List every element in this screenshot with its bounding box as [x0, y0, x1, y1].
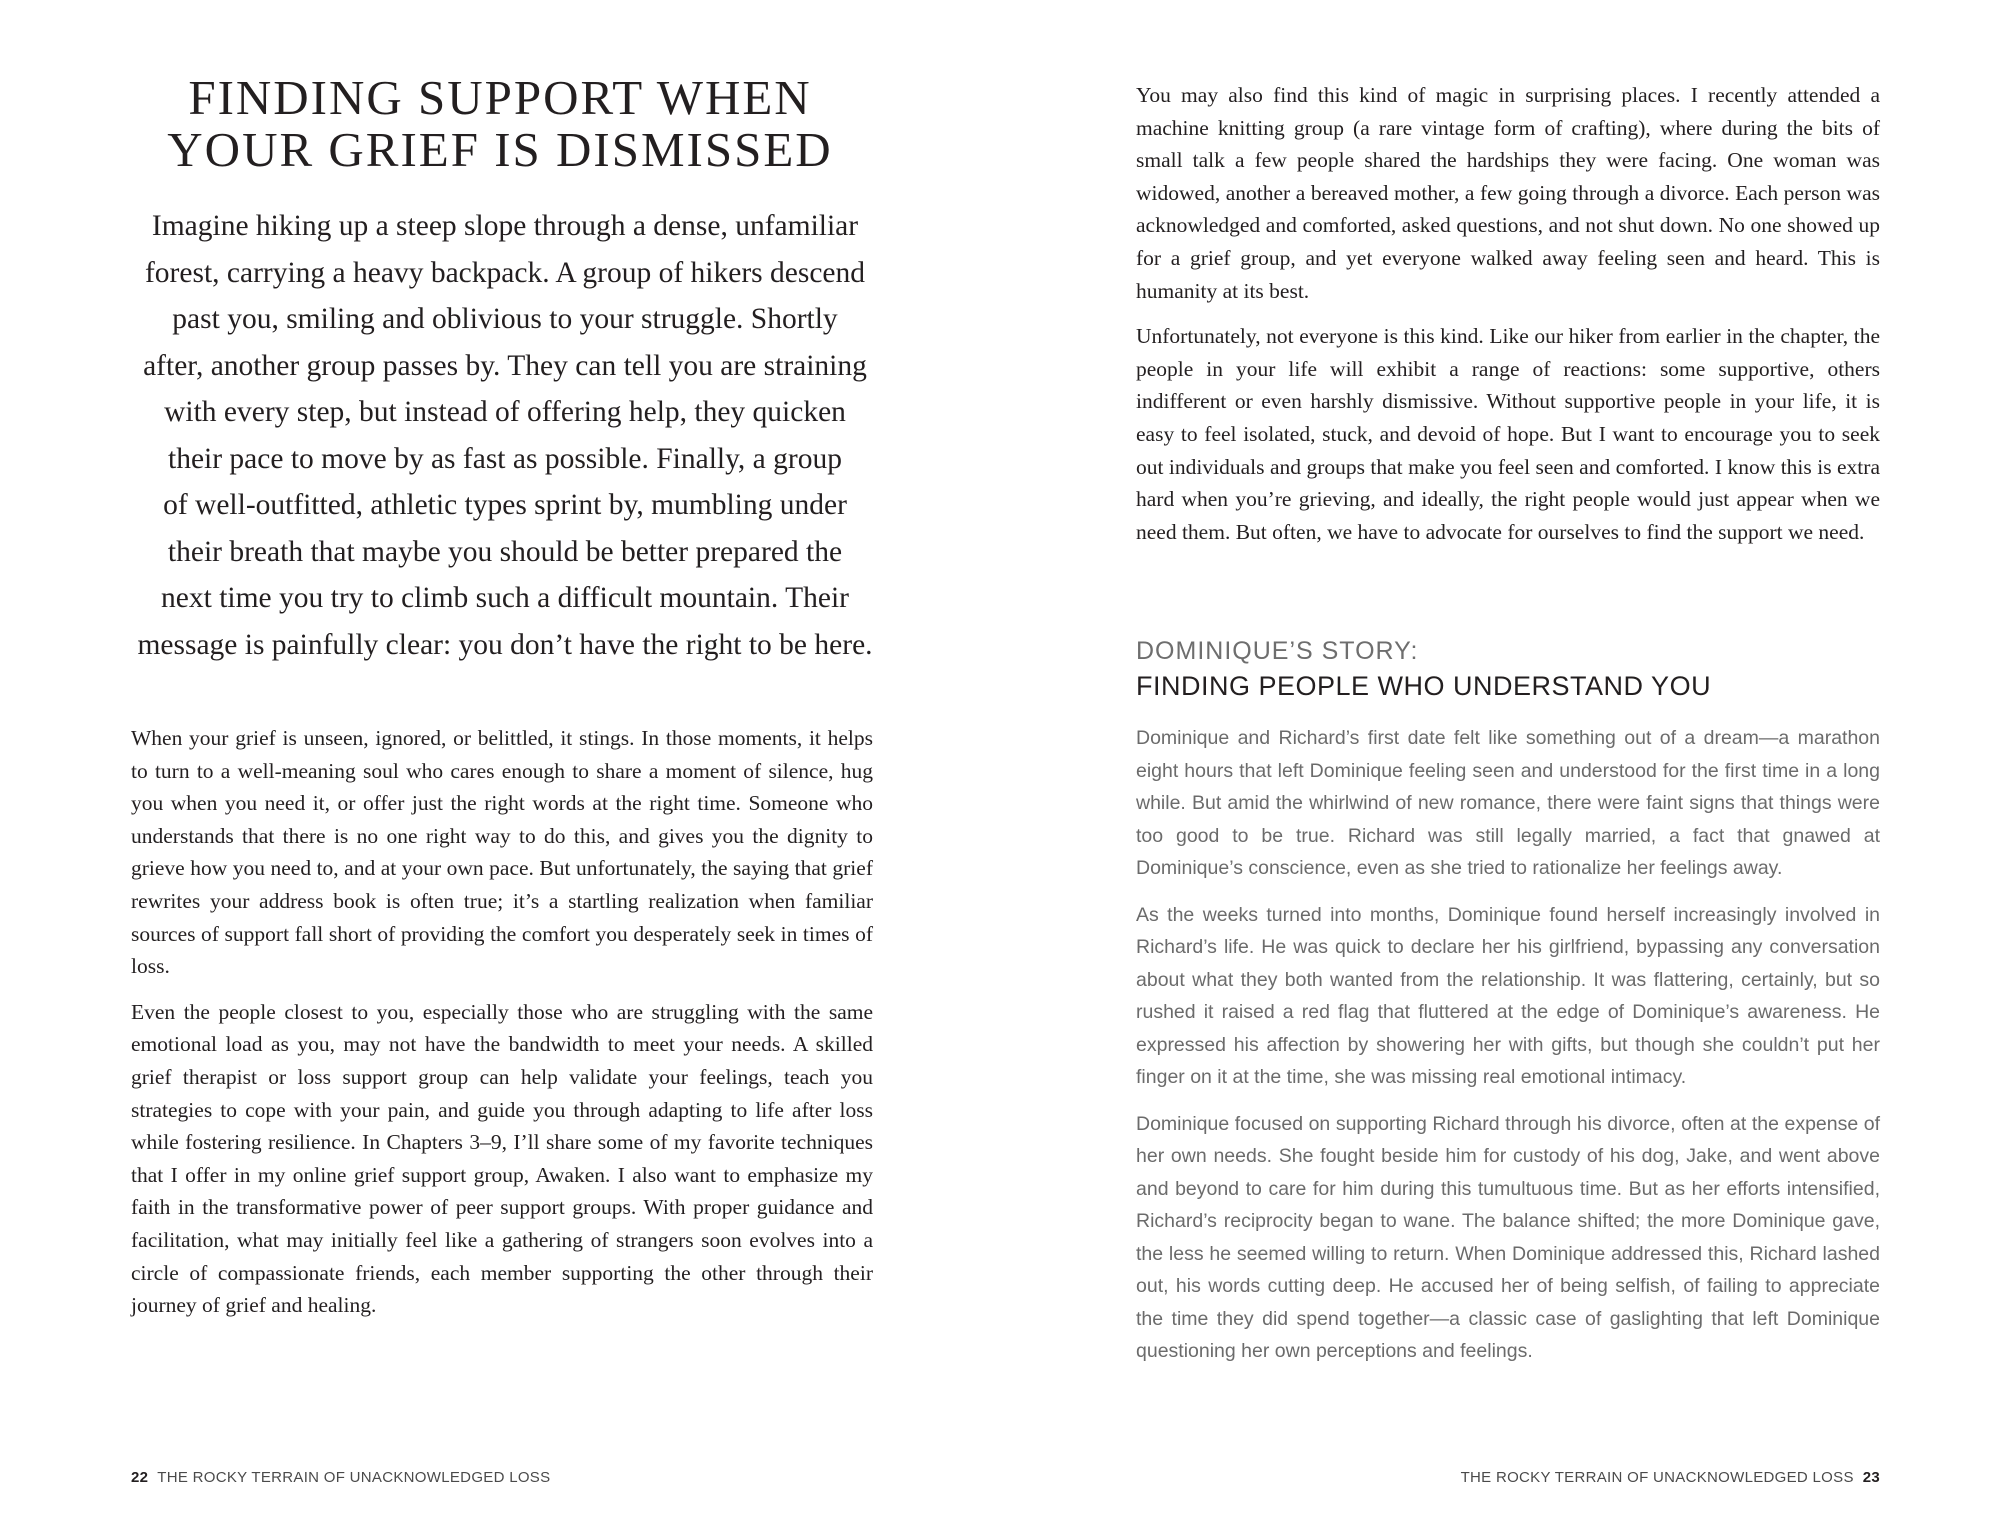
intro-line: forest, carrying a heavy backpack. A group of hikers descend [144, 256, 866, 289]
story-paragraph: Dominique focused on supporting Richard through his divorce, often at the expense of her own needs. She fought beside him for custody of his dog, Jake, and went above and beyond to care for him during this tumultuous time. But as her efforts intensified, Richard’s reciprocity began to wane. The balance shifted; the more Dominique gave, the less he seemed willing to return. When Dominique addressed this, Richard lashed out, his words cutting deep. He accused her of being selfish, of failing to appreciate the time they did spend together—a classic case of gaslighting that left Dominique questioning her own perceptions and feelings. [1136, 1112, 1880, 1362]
intro-line: with every step, but instead of offering help, they quicken [164, 396, 846, 428]
left-page-footer [131, 1469, 550, 1486]
intro-line: past you, smiling and oblivious to your struggle. Shortly [172, 303, 838, 335]
right-body-text [1136, 79, 1880, 561]
body-paragraph: Even the people closest to you, especially those who are struggling with the same emotional load as you, may not have the bandwidth to meet your needs. A skilled grief therapist or loss support group can help validate your feelings, teach you strategies to cope with your pain, and guide you through adapting to life after loss while fostering resilience. In Chapters 3–9, I’ll share some of my favorite techniques that I offer in my online grief support group, Awaken. I also want to emphasize my faith in the transformative power of peer support groups. With proper guidance and facilitation, what may initially feel like a gathering of strangers soon evolves into a circle of compassionate friends, each member supporting the other through their journey of grief and healing. [131, 999, 873, 1318]
chapter-section-title [130, 72, 870, 176]
title-line: FINDING SUPPORT WHEN [188, 70, 812, 125]
body-paragraph: When your grief is unseen, ignored, or belittled, it stings. In those moments, it helps to turn to a well-meaning soul who cares enough to share a moment of silence, hug you when you need it, or offer just the right words at the right time. Someone who understands that there is no one right way to do this, and gives you the dignity to grieve how you need to, and at your own pace. But unfortunately, the saying that grief rewrites your address book is often true; it’s a startling realization when familiar sources of support fall short of providing the comfort you desperately seek in times of loss. [131, 726, 873, 979]
intro-line: of well-outfitted, athletic types sprint by, mumbling under [163, 489, 847, 521]
page-number: 23 [1862, 1469, 1880, 1486]
right-page [1000, 0, 2000, 1530]
story-body-text [1136, 722, 1880, 1382]
story-paragraph: Dominique and Richard’s first date felt like something out of a dream—a marathon eight hours that left Dominique feeling seen and understood for the first time in a long while. But amid the whirlwind of new romance, there were faint signs that things were too good to be true. Richard was still legally married, a fact that gnawed at Dominique’s conscience, even as she tried to rationalize her feelings away. [1136, 727, 1880, 879]
right-page-footer [1461, 1469, 1880, 1486]
intro-line: their pace to move by as fast as possible. Finally, a group [168, 442, 842, 475]
intro-line: after, another group passes by. They can tell you are straining [143, 349, 867, 382]
story-label: DOMINIQUE’S STORY: [1136, 637, 1419, 665]
intro-line: message is painfully clear: you don’t have the right to be here. [137, 628, 873, 661]
running-head: THE ROCKY TERRAIN OF UNACKNOWLEDGED LOSS [1460, 1469, 1854, 1486]
body-paragraph: You may also find this kind of magic in surprising places. I recently attended a machine knitting group (a rare vintage form of crafting), where during the bits of small talk a few people shared the hardships they were facing. One woman was widowed, another a bereaved mother, a few going through a divorce. Each person was acknowledged and comforted, asked questions, and not shut down. No one showed up for a grief group, and yet everyone walked away feeling seen and heard. This is humanity at its best. [1136, 83, 1880, 303]
page-number: 22 [131, 1469, 149, 1486]
intro-line: their breath that maybe you should be better prepared the [167, 535, 843, 568]
left-body-text [131, 722, 873, 1335]
body-paragraph: Unfortunately, not everyone is this kind. Like our hiker from earlier in the chapter, the people in your life will exhibit a range of reactions: some supportive, others indifferent or even harshly dismissive. Without supportive people in your life, it is easy to feel isolated, stuck, and devoid of hope. But I want to encourage you to seek out individuals and groups that make you feel seen and comforted. I know this is extra hard when you’re grieving, and ideally, the right people would just appear when we need them. But often, we have to advocate for ourselves to find the support we need. [1136, 324, 1880, 544]
title-line: YOUR GRIEF IS DISMISSED [167, 121, 833, 177]
intro-line: next time you try to climb such a difficult mountain. Their [161, 582, 849, 614]
intro-line: Imagine hiking up a steep slope through a dense, unfamiliar [151, 210, 859, 242]
intro-pull-paragraph [130, 203, 880, 668]
story-title: FINDING PEOPLE WHO UNDERSTAND YOU [1136, 671, 1712, 701]
running-head: THE ROCKY TERRAIN OF UNACKNOWLEDGED LOSS [157, 1469, 551, 1486]
story-paragraph: As the weeks turned into months, Dominique found herself increasingly involved in Richard’s life. He was quick to declare her his girlfriend, bypassing any conversation about what they both wanted from the relationship. It was flattering, certainly, but so rushed it raised a red flag that fluttered at the edge of Dominique’s awareness. He expressed his affection by showering her with gifts, but though she couldn’t put her finger on it at the time, she was missing real emotional intimacy. [1136, 903, 1880, 1088]
